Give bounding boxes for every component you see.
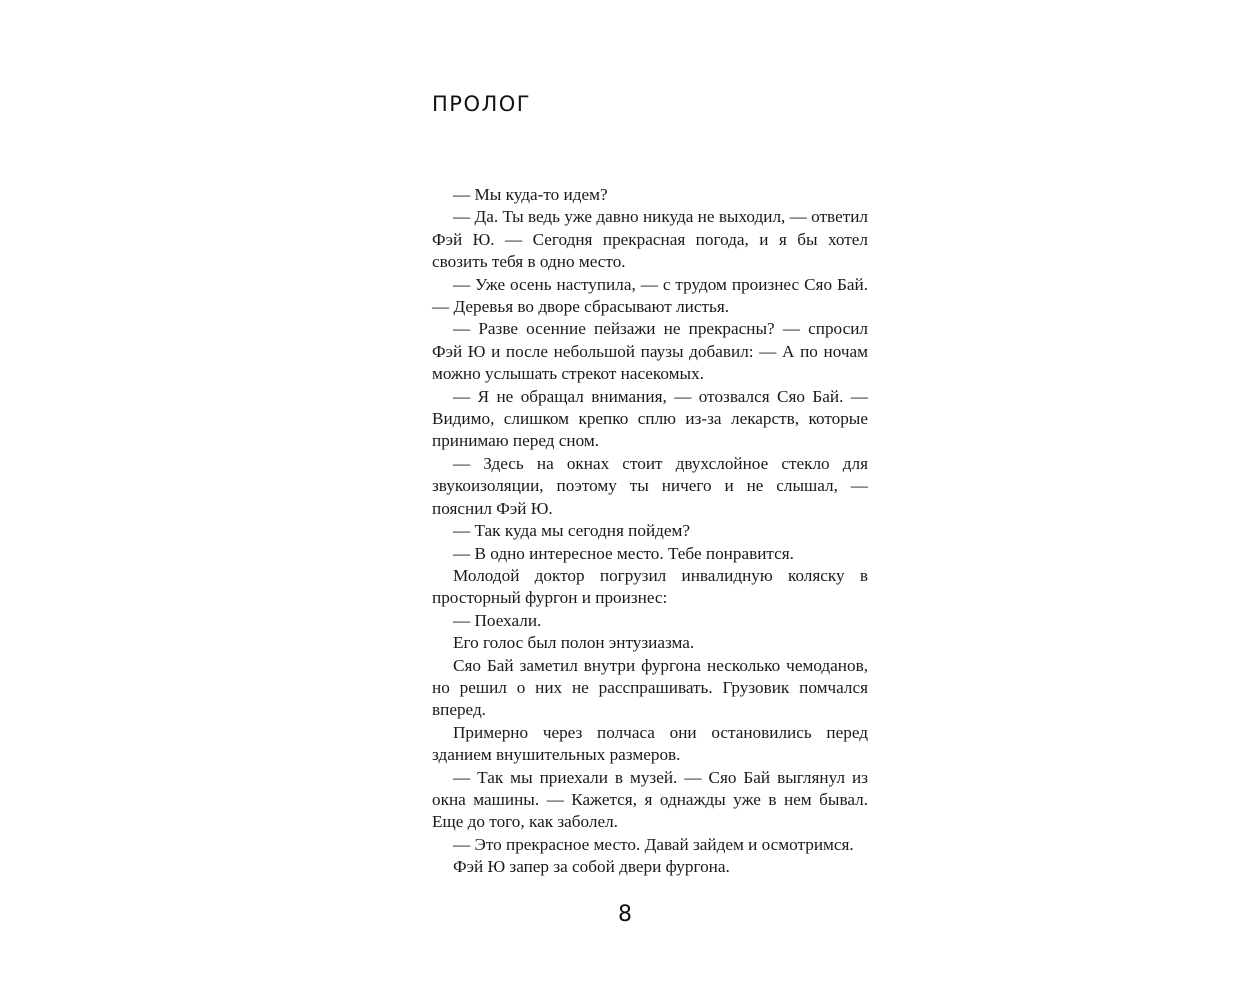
paragraph: — Уже осень наступила, — с трудом произнес Сяо Бай. — Деревья во дворе сбрасывают листья. [432,274,868,317]
paragraph: Сяо Бай заметил внутри фургона несколько чемоданов, но решил о них не расспрашивать. Грузовик помчался вперед. [432,655,868,720]
paragraph: Фэй Ю запер за собой двери фургона. [453,857,730,877]
paragraph: — Так мы приехали в музей. — Сяо Бай выглянул из окна машины. — Кажется, я однажды уже в нем бывал. Еще до того, как заболел. [432,767,868,832]
paragraph: Молодой доктор погрузил инвалидную коляску в просторный фургон и произнес: [432,565,868,608]
paragraph: Его голос был полон энтузиазма. [453,633,695,653]
paragraph: — Мы куда-то идем? [453,185,608,204]
paragraph: — Это прекрасное место. Давай зайдем и осмотримся. [453,834,854,854]
chapter-title: ПРОЛОГ [432,92,532,116]
paragraph: — Я не обращал внимания, — отозвался Сяо Бай. — Видимо, слишком крепко сплю из-за лекарств, которые принимаю перед сном. [432,386,868,451]
body-text [432,184,868,879]
paragraph: Примерно через полчаса они остановились перед зданием внушительных размеров. [432,722,868,765]
paragraph: — Так куда мы сегодня пойдем? [453,521,691,541]
page-number: 8 [618,902,632,927]
paragraph: — Да. Ты ведь уже давно никуда не выходил, — ответил Фэй Ю. — Сегодня прекрасная погода, и я бы хотел свозить тебя в одно место. [432,207,868,272]
paragraph: — Разве осенние пейзажи не прекрасны? — спросил Фэй Ю и после небольшой паузы добавил: — А по ночам можно услышать стрекот насекомых. [432,319,868,384]
paragraph: — Здесь на окнах стоит двухслойное стекло для звукоизоляции, поэтому ты ничего и не слышал, — пояснил Фэй Ю. [432,453,868,518]
paragraph: — В одно интересное место. Тебе понравится. [453,543,794,563]
paragraph: — Поехали. [453,610,542,630]
